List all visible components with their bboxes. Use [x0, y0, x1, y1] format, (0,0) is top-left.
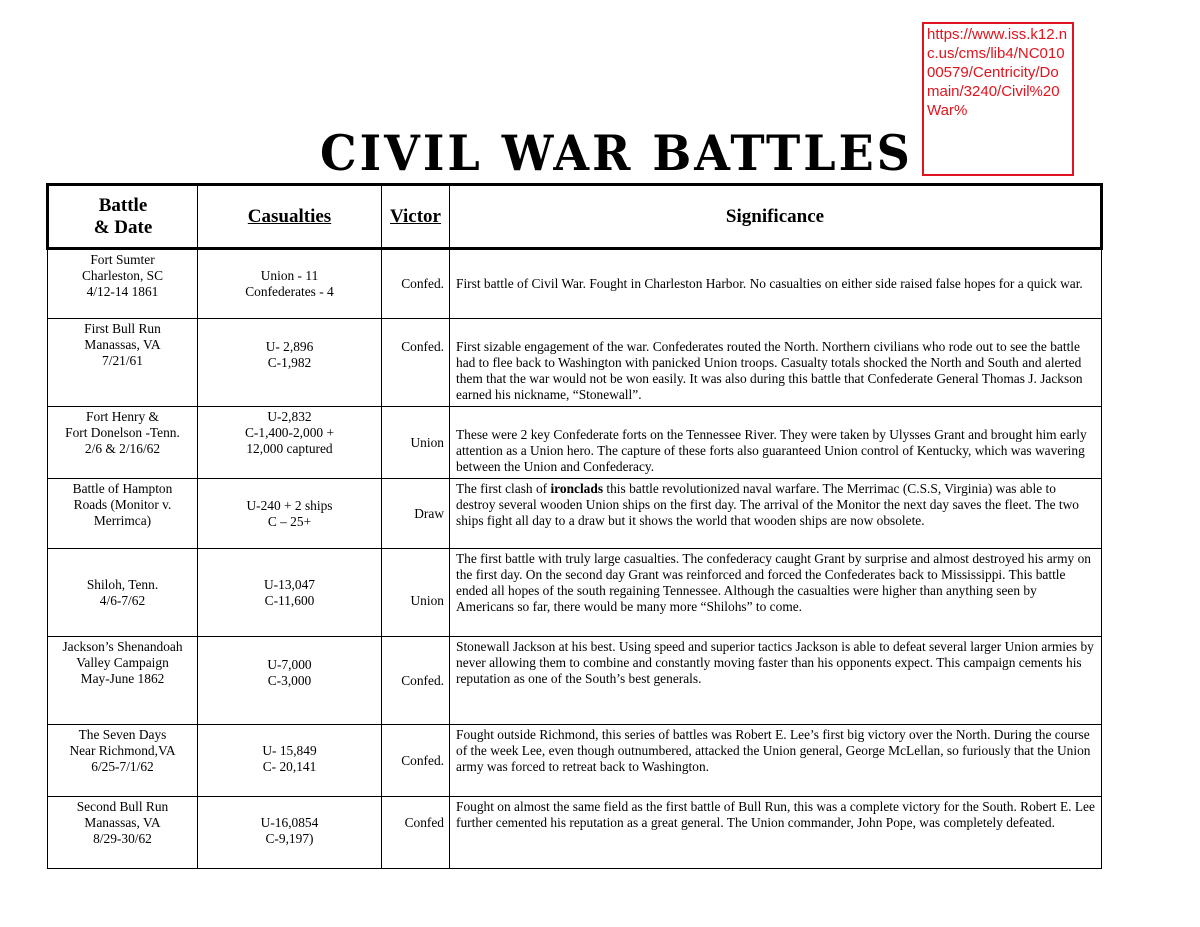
casualties-cell	[198, 407, 382, 479]
battle-line: Battle of Hampton	[72, 481, 173, 496]
casualties-line: U- 15,849	[262, 743, 317, 758]
battle-line: Fort Henry &	[86, 409, 159, 424]
victor-cell: Union	[382, 549, 450, 637]
significance-text: First sizable engagement of the war. Confederates routed the North. Northern civilians who rode out to see the battle had to flee back to Washington with panicked Union troops. Casualty totals shocked the North and South and alerted them that the war would not be won easily. It was also during this battle that Confederate General Thomas J. Jackson earned his nickname, “Stonewall”.	[456, 339, 1083, 402]
significance-cell	[450, 725, 1102, 797]
battle-line: 2/6 & 2/16/62	[84, 441, 161, 456]
battle-line: Valley Campaign	[76, 655, 169, 670]
casualties-line: U-240 + 2 ships	[246, 497, 333, 513]
battle-line: Second Bull Run	[76, 799, 169, 814]
battles-table	[46, 183, 1103, 869]
significance-cell	[450, 549, 1102, 637]
header-row	[48, 185, 1102, 249]
significance-cell	[450, 637, 1102, 725]
battle-row-first-bull-run	[48, 319, 1102, 407]
significance-text: The first clash of	[456, 481, 551, 496]
battle-cell	[48, 479, 198, 549]
header-significance	[450, 185, 1102, 249]
battle-row-fort-henry-donelson	[48, 407, 1102, 479]
header-victor-label: Victor	[390, 205, 441, 227]
battle-cell	[48, 249, 198, 319]
battle-line: Near Richmond,VA	[69, 743, 176, 758]
header-battle-line2: & Date	[93, 216, 153, 238]
battle-cell	[48, 407, 198, 479]
battle-cell	[48, 797, 198, 869]
significance-text: The first battle with truly large casualties. The confederacy caught Grant by surprise and almost destroyed his army on the first day. On the second day Grant was reinforced and forced the Confederates back to Mississippi. This battle ended all hopes of the south regaining Tennessee. Although the casualties were higher than anything seen by Americans so far, there would be many more “Shilohs” to come.	[456, 551, 1091, 614]
header-casualties	[198, 185, 382, 249]
significance-cell	[450, 319, 1102, 407]
victor-cell: Confed	[382, 797, 450, 869]
casualties-line: U-16,0854	[260, 815, 319, 830]
casualties-cell	[198, 637, 382, 725]
battle-cell	[48, 725, 198, 797]
header-casualties-label: Casualties	[247, 205, 332, 227]
battle-line: 7/21/61	[102, 353, 143, 368]
victor-cell: Confed.	[382, 725, 450, 797]
battle-line: 4/12-14 1861	[86, 284, 159, 299]
victor-cell: Confed.	[382, 637, 450, 725]
battle-line: Charleston, SC	[81, 268, 164, 283]
casualties-line: Confederates - 4	[245, 284, 334, 299]
casualties-line: C-9,197)	[265, 831, 314, 846]
battle-row-hampton-roads	[48, 479, 1102, 549]
significance-cell	[450, 479, 1102, 549]
victor-cell: Draw	[382, 479, 450, 549]
casualties-cell	[198, 479, 382, 549]
victor-cell: Confed.	[382, 319, 450, 407]
casualties-cell	[198, 249, 382, 319]
casualties-cell	[198, 549, 382, 637]
casualties-line: C- 20,141	[262, 759, 317, 774]
casualties-cell	[198, 319, 382, 407]
significance-cell	[450, 407, 1102, 479]
page-title: CIVIL WAR BATTLES	[320, 124, 913, 182]
battle-cell	[48, 549, 198, 637]
battle-row-shiloh	[48, 549, 1102, 637]
casualties-cell	[198, 797, 382, 869]
header-battle-date	[48, 185, 198, 249]
significance-text: Fought outside Richmond, this series of battles was Robert E. Lee’s first big victory over the North. During the course of the week Lee, even though outnumbered, attacked the Union general, George McLellan, so furiously that the Union army was forced to retreat back to Washington.	[456, 727, 1091, 774]
header-significance-label: Significance	[725, 205, 825, 227]
casualties-cell	[198, 725, 382, 797]
casualties-line: 12,000 captured	[246, 441, 333, 456]
casualties-line: C-3,000	[267, 673, 312, 688]
victor-cell: Union	[382, 407, 450, 479]
battle-line: May-June 1862	[80, 671, 165, 686]
casualties-line: C-1,982	[267, 355, 312, 370]
battle-line: Shiloh, Tenn.	[86, 576, 159, 592]
battle-line: 8/29-30/62	[93, 831, 152, 846]
casualties-line: C – 25+	[267, 513, 312, 529]
casualties-line: Union - 11	[260, 268, 319, 283]
casualties-line: C-1,400-2,000 +	[244, 425, 334, 440]
header-battle-line1: Battle	[98, 194, 148, 216]
significance-cell	[450, 797, 1102, 869]
battle-cell	[48, 319, 198, 407]
battle-line: 6/25-7/1/62	[91, 759, 154, 774]
battle-row-second-bull-run	[48, 797, 1102, 869]
battle-line: Manassas, VA	[84, 815, 161, 830]
battle-line: Jackson’s Shenandoah	[62, 639, 183, 654]
casualties-line: U-7,000	[267, 657, 312, 672]
casualties-line: U-13,047	[264, 576, 315, 592]
battle-line: Fort Sumter	[90, 252, 155, 267]
casualties-line: U- 2,896	[265, 339, 314, 354]
battle-row-fort-sumter	[48, 249, 1102, 319]
casualties-line: C-11,600	[264, 592, 315, 608]
battle-line: Roads (Monitor v.	[73, 497, 172, 512]
header-victor	[382, 185, 450, 249]
battle-row-shenandoah-valley	[48, 637, 1102, 725]
battle-line: Manassas, VA	[84, 337, 161, 352]
victor-cell: Confed.	[382, 249, 450, 319]
battle-line: 4/6-7/62	[99, 592, 146, 608]
significance-text: These were 2 key Confederate forts on the Tennessee River. They were taken by Ulysses Grant and brought him early attention as a Union hero. The capture of these forts also guaranteed Union control of Kentucky, which was wavering between the Union and Confederacy.	[456, 427, 1087, 474]
significance-text: Fought on almost the same field as the first battle of Bull Run, this was a complete victory for the South. Robert E. Lee further cemented his reputation as a great general. The Union commander, John Pope, was completely defeated.	[456, 799, 1095, 830]
battle-row-seven-days	[48, 725, 1102, 797]
significance-text: this battle revolutionized naval warfare. The Merrimac (C.S.S, Virginia) was able to destroy several wooden Union ships on the first day. The arrival of the Monitor the next day saves the fleet. The two ships fight all day to a draw but it shows the world that wooden ships are now obsolete.	[456, 481, 1080, 528]
significance-text: Stonewall Jackson at his best. Using speed and superior tactics Jackson is able to defeat several larger Union armies by never allowing them to combine and constantly moving faster than his opponents expect. This campaign cements his reputation as one of the South’s best generals.	[456, 639, 1094, 686]
battle-line: The Seven Days	[78, 727, 167, 742]
casualties-line: U-2,832	[267, 409, 312, 424]
battle-line: First Bull Run	[84, 321, 161, 336]
battle-line: Merrimca)	[93, 513, 152, 528]
source-url-box: https://www.iss.k12.nc.us/cms/lib4/NC01000579/Centricity/Domain/3240/Civil%20War%	[922, 22, 1074, 176]
battle-cell	[48, 637, 198, 725]
significance-bold-term: ironclads	[550, 481, 604, 496]
battle-line: Fort Donelson -Tenn.	[65, 425, 180, 440]
significance-cell	[450, 249, 1102, 319]
significance-text: First battle of Civil War. Fought in Charleston Harbor. No casualties on either side raised false hopes for a quick war.	[456, 276, 1083, 291]
